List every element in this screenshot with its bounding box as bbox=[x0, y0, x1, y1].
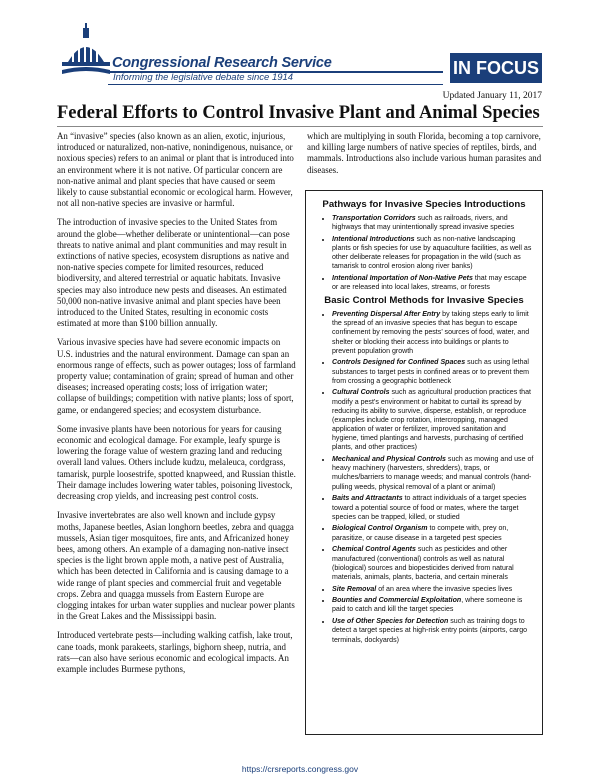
item-term: Cultural Controls bbox=[332, 389, 390, 397]
item-text: that may escape or are released into local lakes, streams, or forests bbox=[332, 275, 527, 292]
footer-link[interactable]: https://crsreports.congress.gov bbox=[241, 764, 359, 774]
item-text: , where someone is paid to catch and kill the target species bbox=[332, 597, 523, 614]
list-item bbox=[332, 585, 534, 594]
paragraph: Some invasive plants have been notorious for years for causing economic and ecological damage. For example, leafy spurge is lowering the forage value of western grazing land and reducing overall land values. Others include kudzu, melaleuca, cordgrass, tamarisk, purple loosestrife, spotted knapweed, and Russian thistle. Their damage includes lowering water tables, poisoning livestock, decreasing crop yields, and increasing pest control costs. bbox=[57, 423, 296, 502]
paragraph: Invasive invertebrates are also well known and include gypsy moths, Japanese beetles, Asian longhorn beetles, zebra and quagga mussels, Asian tiger mosquitoes, fire ants, and Africanized honey bees, among others. An example of a damaging non-native insect species is the light brown apple moth, a native pest of Australia, which has been detected in California and is causing damage to a wide range of plant species and commercial fruit and vegetable crops. Zebra and quagga mussels from Eastern Europe are clogging intakes for urban water supplies and nuclear power plants in the Great Lakes and the Mississippi basin. bbox=[57, 510, 295, 622]
item-text: such as railroads, rivers, and highways that may unintentionally spread invasive species bbox=[332, 215, 515, 232]
item-term: Controls Designed for Confined Spaces bbox=[332, 359, 466, 367]
item-term: Transportation Corridors bbox=[332, 215, 416, 222]
item-text: such as agricultural production practices that modify a pest’s environment or habitat to curtail its spread by reducing its ability to survive, disperse, establish, or reproduce (examples include crop rotation, intercropping, managed application of water or fertilizer, improved sanitation and hygiene, timed plantings and harvests, purchasing of certified plants, and other practices) bbox=[332, 389, 531, 452]
item-text: to attract individuals of a target species toward a potential source of food or mates, where the target species can be trapped, killed, or studied bbox=[332, 495, 527, 521]
org-tagline: Informing the legislative debate since 1914 bbox=[113, 72, 294, 83]
item-text: by taking steps early to limit the spread of an invasive species that has begun to escape confinement by removing the pests’ sources of food, water, and shelter or blocking their access into buildings or plants to prevent population growth bbox=[332, 311, 530, 355]
list-item bbox=[332, 274, 534, 292]
paragraph: Various invasive species have had severe economic impacts on U.S. industries and the natural environment. Damage can span an enormous range of effects, such as power outages; loss of farmland property value; contamination of grain; spread of human and other diseases; increased operating costs; loss of irrigation water; collapse of buildings; competition with native plants; loss of sport, game, or endangered species; and ecosystem disturbance. bbox=[57, 337, 296, 415]
item-text: such as using lethal substances to target pests in confined areas or to prevent them from crossing a geographic bottleneck bbox=[332, 359, 530, 385]
updated-date: Updated January 11, 2017 bbox=[442, 91, 542, 101]
item-text: such as non-native landscaping plants or fish species for use by aquaculture facilities, as well as other deliberate releases for propagation in the wild (such as tamarisk to control erosion along river banks) bbox=[332, 235, 532, 271]
list-item bbox=[332, 494, 534, 521]
item-term: Biological Control Organism bbox=[332, 525, 428, 533]
item-text: of an area where the invasive species lives bbox=[376, 585, 513, 593]
item-text: such as pesticides and other manufactured (conventional) controls as well as natural (biological) sources and biopesticides derived from natural materials, animals, plants, bacteria, and certain minerals bbox=[332, 546, 514, 581]
list-item bbox=[332, 455, 534, 492]
item-text: such as training dogs to detect a target species at high-risk entry points (airports, cargo terminals, dockyards) bbox=[332, 618, 528, 644]
paragraph: An “invasive” species (also known as an alien, exotic, injurious, introduced or naturalized, non-native, nonindigenous, nuisance, or noxious species) refers to an animal or plant that is introduced into an environment where it is not native. Of particular concern are non-native animal and plant species that have caused or seem likely to cause substantial economic or ecological harm. However, not all non-native species are invasive or harmful. bbox=[57, 131, 294, 209]
list-item bbox=[332, 545, 534, 582]
list-item bbox=[332, 596, 534, 614]
box-heading-pathways: Pathways for Invasive Species Introductions bbox=[322, 199, 526, 210]
paragraph: The introduction of invasive species to the United States from around the globe—whether deliberate or unintentional—can pose threats to native animal and plant communities and may result in extinctions of native species, ecosystem disruptions as native and non-native species compete for limited resources, reduced biodiversity, and altered terrestrial or aquatic habitats. Invasive species may also introduce new pests and diseases. An estimated 50,000 non-native invasive animal and plant species have been introduced to the United States, resulting in economic costs estimated at more than $100 billion annually. bbox=[57, 217, 290, 329]
methods-list bbox=[314, 310, 534, 645]
list-item bbox=[332, 358, 534, 385]
list-item bbox=[332, 617, 534, 644]
paragraph: which are multiplying in south Florida, becoming a top carnivore, and killing large numbers of native species of reptiles, birds, and mammals. Introductions also include various human parasites and diseases. bbox=[307, 131, 542, 175]
item-term: Preventing Dispersal After Entry bbox=[332, 311, 441, 319]
header bbox=[0, 0, 600, 88]
list-item bbox=[332, 214, 534, 232]
pathways-list bbox=[314, 214, 534, 292]
item-text: to compete with, prey on, parasitize, or cause disease in a targeted pest species bbox=[332, 525, 509, 542]
right-column bbox=[307, 131, 543, 176]
in-focus-badge: IN FOCUS bbox=[450, 53, 542, 83]
page-title: Federal Efforts to Control Invasive Plant and Animal Species bbox=[57, 103, 540, 123]
item-term: Intentional Importation of Non-Native Pets bbox=[332, 275, 473, 283]
item-term: Chemical Control Agents bbox=[332, 546, 416, 554]
item-term: Use of Other Species for Detection bbox=[332, 618, 449, 626]
list-item bbox=[332, 524, 534, 542]
item-term: Baits and Attractants bbox=[332, 495, 403, 503]
left-column bbox=[57, 131, 297, 683]
box-heading-methods: Basic Control Methods for Invasive Species bbox=[324, 295, 524, 307]
item-term: Intentional Introductions bbox=[332, 235, 415, 243]
title-divider bbox=[57, 126, 543, 127]
list-item bbox=[332, 388, 534, 452]
header-rule-lower bbox=[108, 84, 443, 85]
list-item bbox=[332, 235, 534, 272]
sidebar-box bbox=[305, 190, 543, 735]
capitol-dome-logo-icon bbox=[62, 22, 110, 74]
item-term: Bounties and Commercial Exploitation bbox=[332, 597, 462, 605]
list-item bbox=[332, 310, 534, 356]
item-text: such as mowing and use of heavy machinery (harvesters, shredders), traps, or mulches/barriers to manage weeds; and manual controls (hand-pulling weeds, physical removal of a plant or animal) bbox=[332, 456, 534, 491]
item-term: Mechanical and Physical Controls bbox=[332, 456, 446, 464]
item-term: Site Removal bbox=[332, 585, 377, 593]
org-name: Congressional Research Service bbox=[112, 55, 332, 71]
paragraph: Introduced vertebrate pests—including walking catfish, lake trout, cane toads, monk parakeets, starlings, bighorn sheep, nutria, and rats—can also have serious economic and ecological impacts. An example includes Burmese pythons, bbox=[57, 630, 293, 674]
